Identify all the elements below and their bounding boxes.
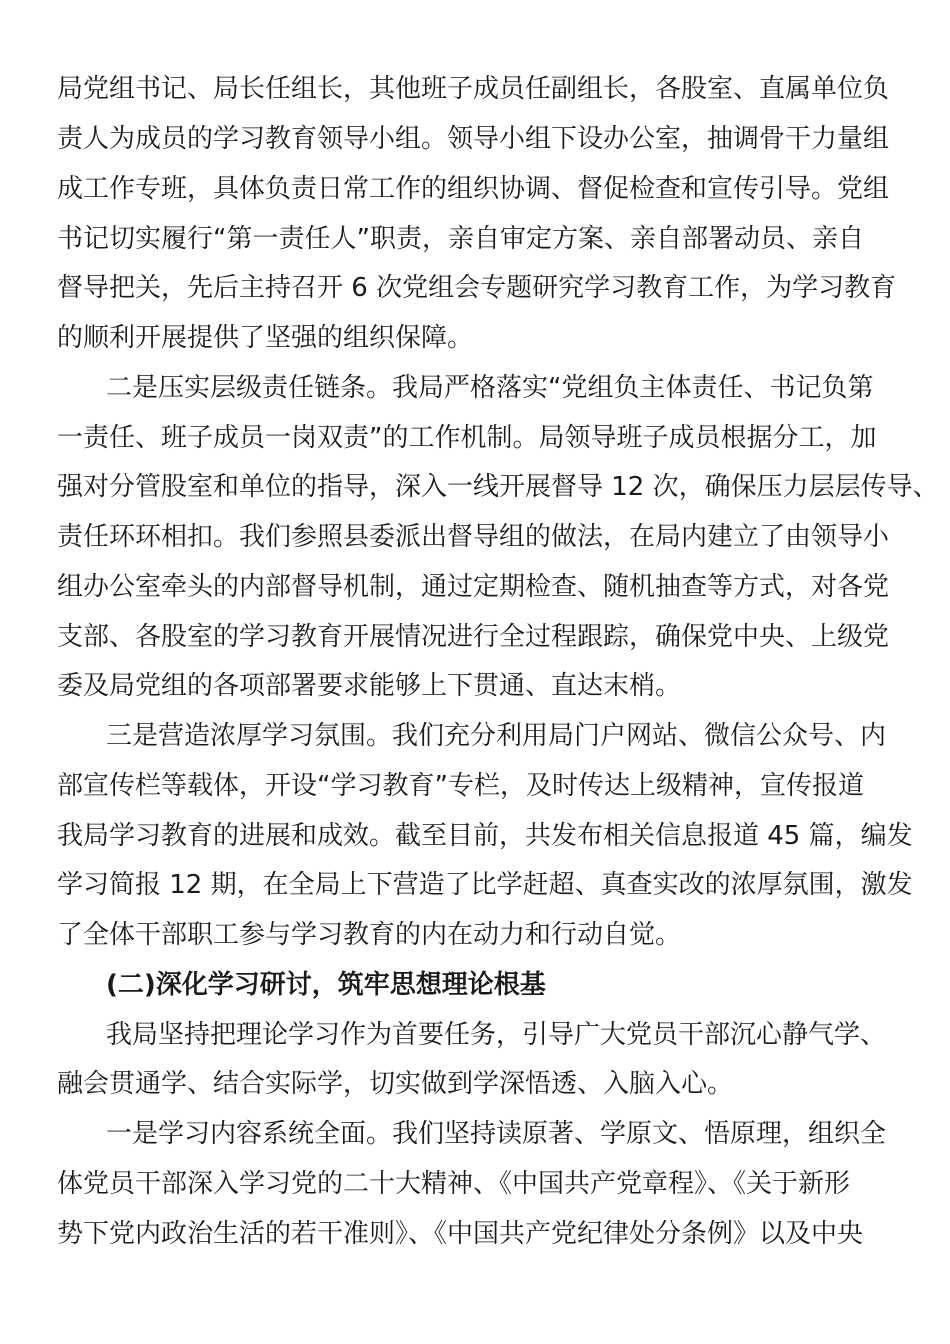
paragraph-3-line-3: 我局学习教育的进展和成效。截至目前，共发布相关信息报道 45 篇，编发 [57,821,913,851]
text-line-2: 责人为成员的学习教育领导小组。领导小组下设办公室，抽调骨干力量组 [57,124,890,154]
paragraph-5-line-1: 一是学习内容系统全面。我们坚持读原著、学原文、悟原理，组织全 [106,1119,887,1149]
paragraph-3-line-2: 部宣传栏等载体，开设“学习教育”专栏，及时传达上级精神，宣传报道 [57,771,864,801]
paragraph-2-line-1: 二是压实层级责任链条。我局严格落实“党组负主体责任、书记负第 [106,373,874,403]
paragraph-2-line-5: 组办公室牵头的内部督导机制，通过定期检查、随机抽查等方式，对各党 [57,572,890,602]
paragraph-4-line-2: 融会贯通学、结合实际学，切实做到学深悟透、入脑入心。 [57,1069,734,1099]
text-line-5: 督导把关，先后主持召开 6 次党组会专题研究学习教育工作，为学习教育 [57,273,897,303]
paragraph-2-line-4: 责任环环相扣。我们参照县委派出督导组的做法，在局内建立了由领导小 [57,522,890,552]
paragraph-5-line-2: 体党员干部深入学习党的二十大精神、《中国共产党章程》、《关于新形 [57,1169,851,1199]
paragraph-3-line-1: 三是营造浓厚学习氛围。我们充分利用局门户网站、微信公众号、内 [106,721,887,751]
text-line-3: 成工作专班，具体负责日常工作的组织协调、督促检查和宣传引导。党组 [57,174,890,204]
paragraph-2-line-2: 一责任、班子成员一岗双责”的工作机制。局领导班子成员根据分工，加 [57,423,877,453]
paragraph-5-line-3: 势下党内政治生活的若干准则》、《中国共产党纪律处分条例》以及中央 [57,1219,864,1249]
paragraph-3-line-4: 学习简报 12 期，在全局上下营造了比学赶超、真查实改的浓厚氛围，激发 [57,870,913,900]
paragraph-2-line-3: 强对分管股室和单位的指导，深入一线开展督导 12 次，确保压力层层传导、 [57,472,939,502]
paragraph-2-line-7: 委及局党组的各项部署要求能够上下贯通、直达末梢。 [57,671,682,701]
text-line-4: 书记切实履行“第一责任人”职责，亲自审定方案、亲自部署动员、亲自 [57,224,864,254]
text-line-1: 局党组书记、局长任组长，其他班子成员任副组长，各股室、直属单位负 [57,74,890,104]
text-line-6: 的顺利开展提供了坚强的组织保障。 [57,323,474,353]
paragraph-2-line-6: 支部、各股室的学习教育开展情况进行全过程跟踪，确保党中央、上级党 [57,622,890,652]
paragraph-3-line-5: 了全体干部职工参与学习教育的内在动力和行动自觉。 [57,920,682,950]
paragraph-4-line-1: 我局坚持把理论学习作为首要任务，引导广大党员干部沉心静气学、 [106,1020,887,1050]
section-heading: (二)深化学习研讨，筑牢思想理论根基 [106,970,546,1000]
